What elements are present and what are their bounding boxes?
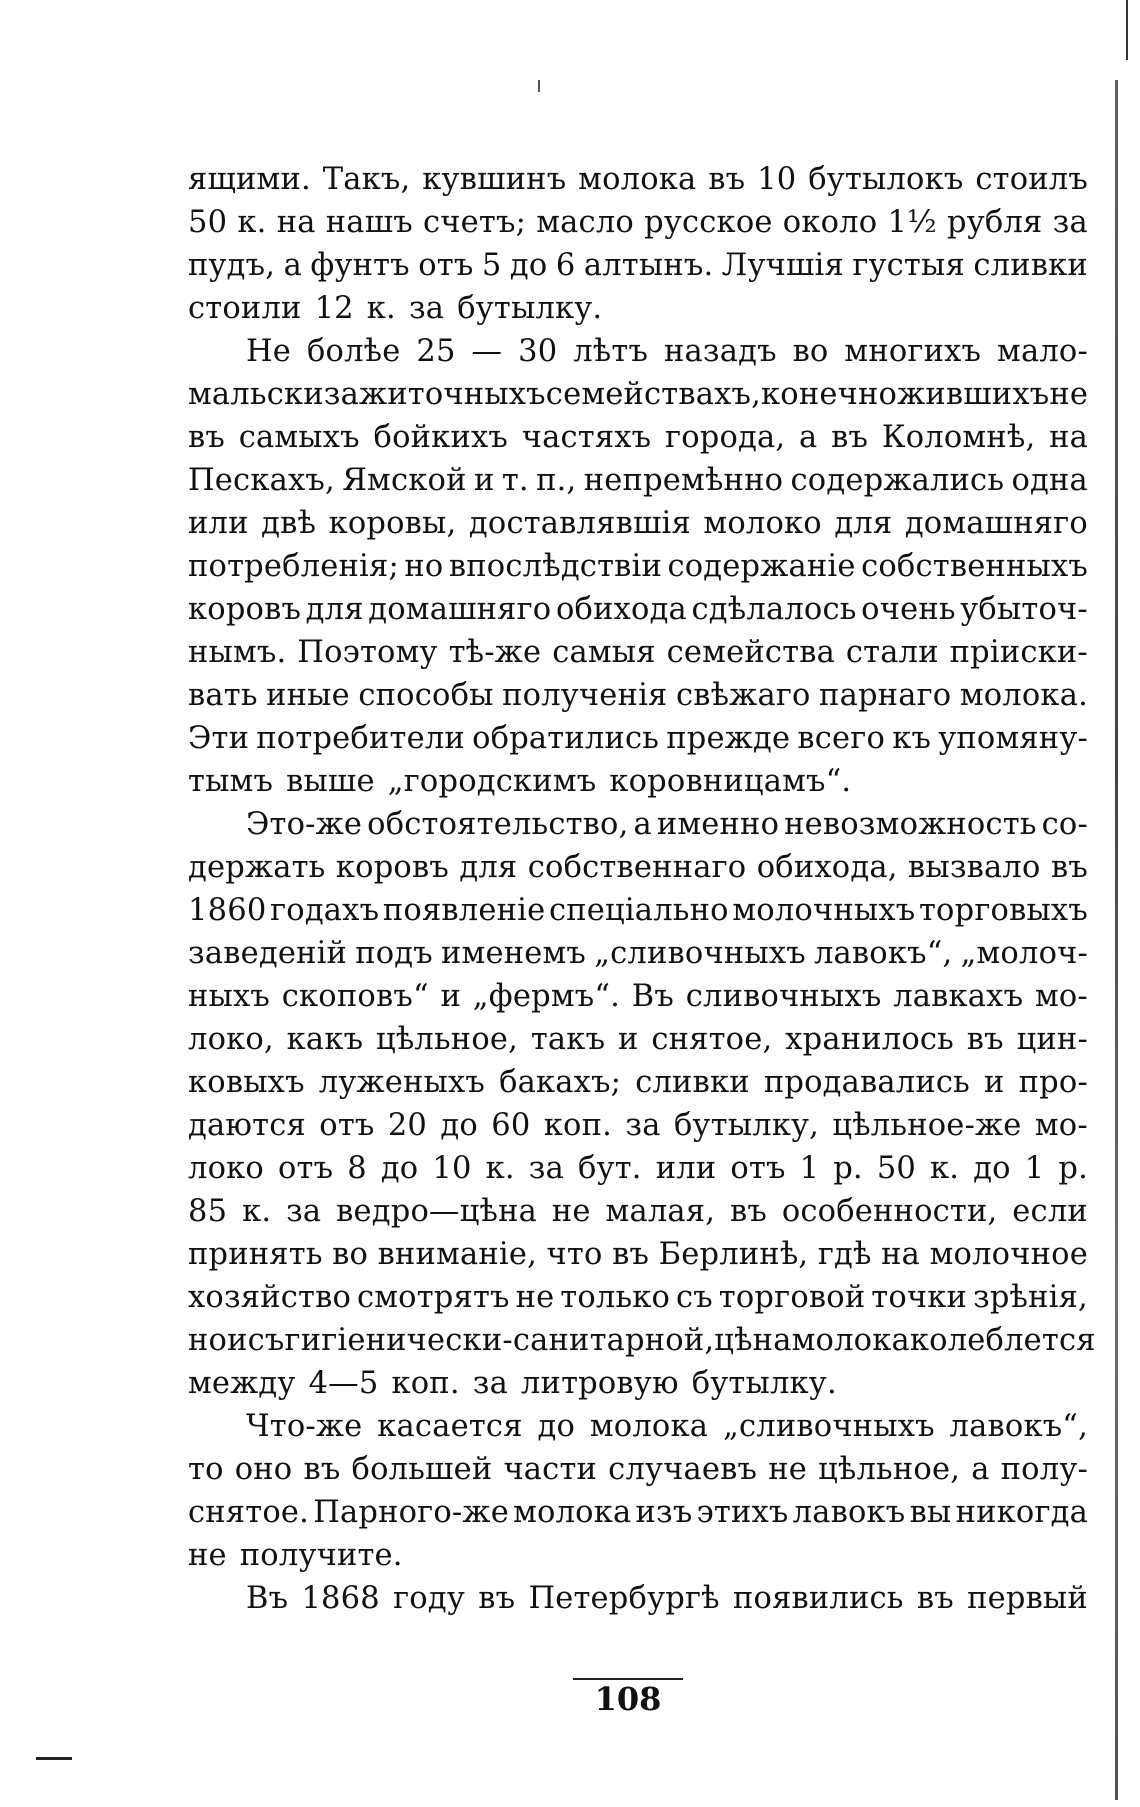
text-line: хозяйство смотрятъ не только съ торговой точки зрѣнія, [188,1280,1088,1315]
scan-tick-mark [538,80,540,92]
text-line: или двѣ коровы, доставлявшія молоко для домашняго [188,506,1088,541]
page-number: 108 [594,1680,662,1718]
text-line: потребленія; но впослѣдствіи содержаніе собственныхъ [188,549,1088,584]
text-line: принять во вниманіе, что въ Берлинѣ, гдѣ на молочное [188,1237,1088,1272]
text-line: ныхъ скоповъ“ и „фермъ“. Въ сливочныхъ лавкахъ мо- [188,979,1088,1014]
scan-dash-mark [36,1757,72,1760]
text-line: коровъ для домашняго обихода сдѣлалось очень убыточ- [188,592,1088,627]
text-line: 85 к. за ведро—цѣна не малая, въ особенности, если [188,1194,1088,1229]
text-line: заведеній подъ именемъ „сливочныхъ лавокъ“, „молоч- [188,936,1088,971]
text-line: но и съ гигіенически-санитарной, цѣна молока колеблется [188,1323,1096,1358]
text-line: держать коровъ для собственнаго обихода, вызвало въ [188,850,1088,885]
text-line: тымъ выше „городскимъ коровницамъ“. [188,764,852,799]
text-line: Въ 1868 году въ Петербургѣ появились въ первый [246,1581,1088,1616]
text-line: даются отъ 20 до 60 коп. за бутылку, цѣльное-же мо- [188,1108,1088,1143]
text-line: мальски зажиточныхъ семействахъ, конечно жившихъ не [188,377,1089,412]
text-line: локо отъ 8 до 10 к. за бут. или отъ 1 р. 50 к. до 1 р. [188,1151,1088,1186]
text-line: ковыхъ луженыхъ бакахъ; сливки продавались и про- [188,1065,1088,1100]
text-line: ящими. Такъ, кувшинъ молока въ 10 бутылокъ стоилъ [188,162,1088,197]
text-line: нымъ. Поэтому тѣ-же самыя семейства стали пріиски- [188,635,1088,670]
text-line: 50 к. на нашъ счетъ; масло русское около 1½ рубля за [188,205,1088,240]
text-line: въ самыхъ бойкихъ частяхъ города, а въ Коломнѣ, на [188,420,1088,455]
text-line: не получите. [188,1538,403,1573]
text-line: между 4—5 коп. за литровую бутылку. [188,1366,837,1401]
scan-edge-shadow [1115,80,1118,1800]
text-line: то оно въ большей части случаевъ не цѣльное, а полу- [188,1452,1088,1487]
text-line: Что-же касается до молока „сливочныхъ лавокъ“, [246,1409,1088,1444]
text-line: стоили 12 к. за бутылку. [188,291,603,326]
text-line: Не болѣе 25 — 30 лѣтъ назадъ во многихъ мало- [246,334,1088,369]
text-line: Это-же обстоятельство, а именно невозможность со- [246,807,1088,842]
text-line: вать иные способы полученія свѣжаго парнаго молока. [188,678,1088,713]
text-line: Эти потребители обратились прежде всего къ упомяну- [188,721,1088,756]
text-line: пудъ, а фунтъ отъ 5 до 6 алтынъ. Лучшія густыя сливки [188,248,1088,283]
text-line: 1860 годахъ появленіе спеціально молочныхъ торговыхъ [188,893,1088,928]
scan-edge-mark [1126,0,1128,60]
text-line: локо, какъ цѣльное, такъ и снятое, хранилось въ цин- [188,1022,1088,1057]
text-line: снятое. Парного-же молока изъ этихъ лавокъ вы никогда [188,1495,1088,1530]
body-text [188,158,1096,1620]
text-line: Пескахъ, Ямской и т. п., непремѣнно содержались одна [188,463,1088,498]
